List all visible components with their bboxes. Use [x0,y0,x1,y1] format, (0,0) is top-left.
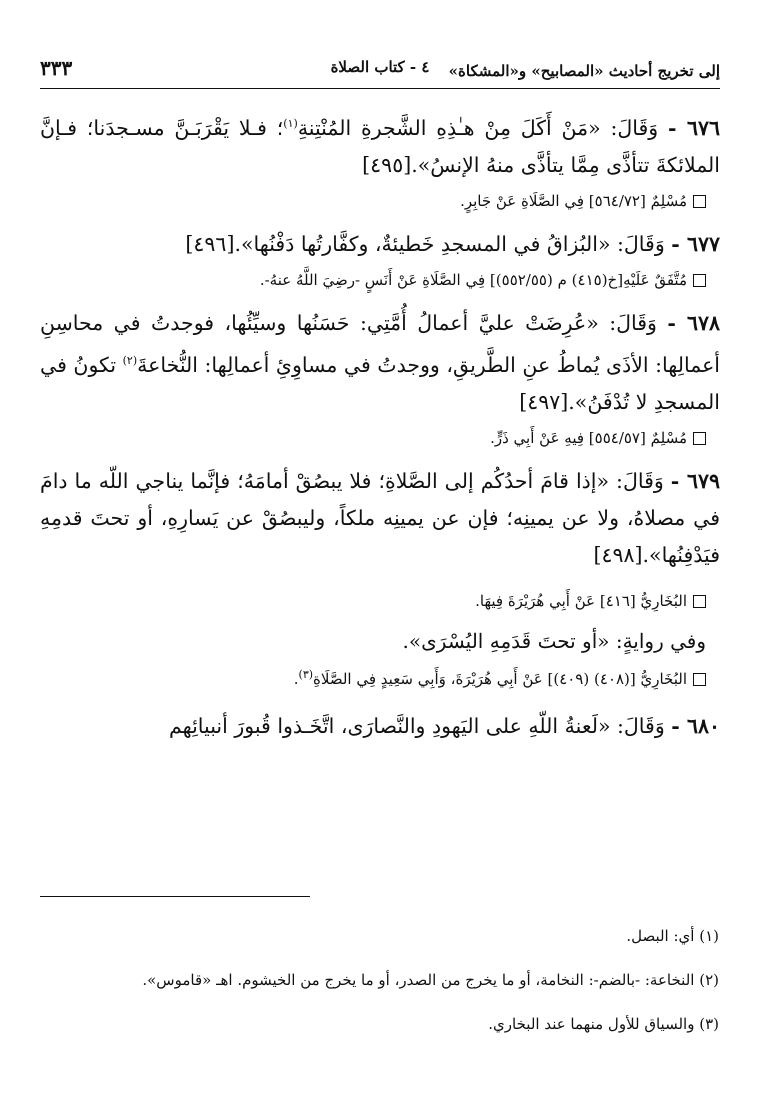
footnote-3: (٣) والسياق للأول منهما عند البخاري. [488,1015,719,1033]
takhrij-ref [40,267,720,293]
ref-text-end: . [293,669,299,688]
footnote-marker[interactable]: (٢) [122,353,138,367]
square-marker-icon [693,274,706,287]
hadith-text: وَقَالَ: «البُزاقُ في المسجدِ خَطيئةٌ، وكفَّارتُها دَفْنُها».[٤٩٦] [185,231,665,256]
hadith-text: وَقَالَ: «إذا قامَ أحدُكُم إلى الصَّلاةِ؛ فلا يبصُقْ أمامَهُ؛ فإنَّما يناجي اللّه ما دامَ في مصلاهُ، ولا عن يمينِه؛ فإن عن يمينِه ملكاً، وليبصُقْ عن يَسارِهِ، أو تحتَ قدمِهِ فيَدْفِنُها».[٤٩٨] [40,468,720,567]
takhrij-ref [40,425,720,451]
hadith-text-cont: ؛ فـلا يَقْرَبَـنَّ مسـجدَنا؛ فـإنَّ الملائكةَ تتأذَّى مِمَّا يتأذَّى منهُ الإنسُ».[٤٩٥] [40,115,720,177]
hadith-text: وَقَالَ: «عُرِضَتْ عليَّ أعمالُ أُمَّتِي: حَسَنُها وسيِّئُها، فوجدتُ في محاسِنِ أعمالِها: الأذَى يُماطُ عنِ الطَّريقِ، ووجدتُ في مساوِئِ أعمالِها: النُّخاعةَ [40,310,721,377]
hadith-680 [40,708,720,745]
ref-text: مُسْلِمٌ [٥٥٤/٥٧] فِيهِ عَنْ أَبِي ذَرٍّ. [490,428,687,447]
hadith-number: ٦٧٧ - [671,231,720,256]
hadith-676 [40,105,720,184]
footnote-1: (١) أي: البصل. [626,927,719,945]
page-number: ٣٣٣ [40,56,73,80]
hadith-text: وَقَالَ: «لَعنةُ اللّهِ على اليَهودِ والنَّصارَى، اتَّخَـذوا قُبورَ أنبيائِهم [169,713,665,738]
footnote-marker[interactable]: (١) [283,117,298,130]
ref-text: البُخَارِيُّ [(٤٠٨) (٤٠٩)] عَنْ أَبِي هُرَيْرَةَ، وَأَبِي سَعِيدٍ فِي الصَّلَاةِ [313,669,687,688]
hadith-679 [40,463,720,574]
page [40,52,720,745]
hadith-text: وَقَالَ: «مَنْ أَكَلَ مِنْ هـٰذِهِ الشَّجرةِ المُنْتِنةِ [297,115,659,140]
square-marker-icon [693,673,706,686]
footnote-2: (٢) النخاعة: -بالضم-: النخامة، أو ما يخرج من الصدر، أو ما يخرج من الخيشوم. اهـ «قاموس». [142,971,719,989]
hadith-678 [40,305,720,421]
footnote-separator [40,896,310,897]
riwaya-variant: وفي روايةٍ: «أو تحتَ قَدَمِهِ اليُسْرَى». [402,628,706,653]
square-marker-icon [693,195,706,208]
ref-text: البُخَارِيُّ [٤١٦] عَنْ أَبِي هُرَيْرَةَ فِيهَا. [475,591,687,610]
takhrij-ref [40,588,720,614]
header-chapter-title: ٤ - كتاب الصلاة [330,58,430,76]
takhrij-ref [40,662,720,692]
hadith-number: ٦٨٠ - [671,713,720,738]
hadith-text-cont: تكونُ في المسجدِ لا تُدْفَنُ».[٤٩٧] [40,352,720,414]
square-marker-icon [693,432,706,445]
hadith-number: ٦٧٩ - [670,468,720,493]
takhrij-ref [40,188,720,214]
ref-text: مُتَّفَقٌ عَلَيْهِ[خ(٤١٥) م (٥٥٢/٥٥)] فِي الصَّلَاةِ عَنْ أَنَسٍ -رضِيَ اللَّهُ عنهُ-. [259,270,687,289]
hadith-677 [40,226,720,263]
footnote-marker[interactable]: (٣) [298,667,314,681]
header-book-title: إلى تخريج أحاديث «المصابيح» و«المشكاة» [448,62,720,80]
square-marker-icon [693,595,706,608]
ref-text: مُسْلِمٌ [٥٦٤/٧٢] فِي الصَّلَاةِ عَنْ جَابِرٍ. [460,191,687,210]
footnotes [39,925,719,1057]
hadith-number: ٦٧٨ - [667,310,720,335]
running-header [40,52,720,89]
hadith-number: ٦٧٦ - [668,115,720,140]
